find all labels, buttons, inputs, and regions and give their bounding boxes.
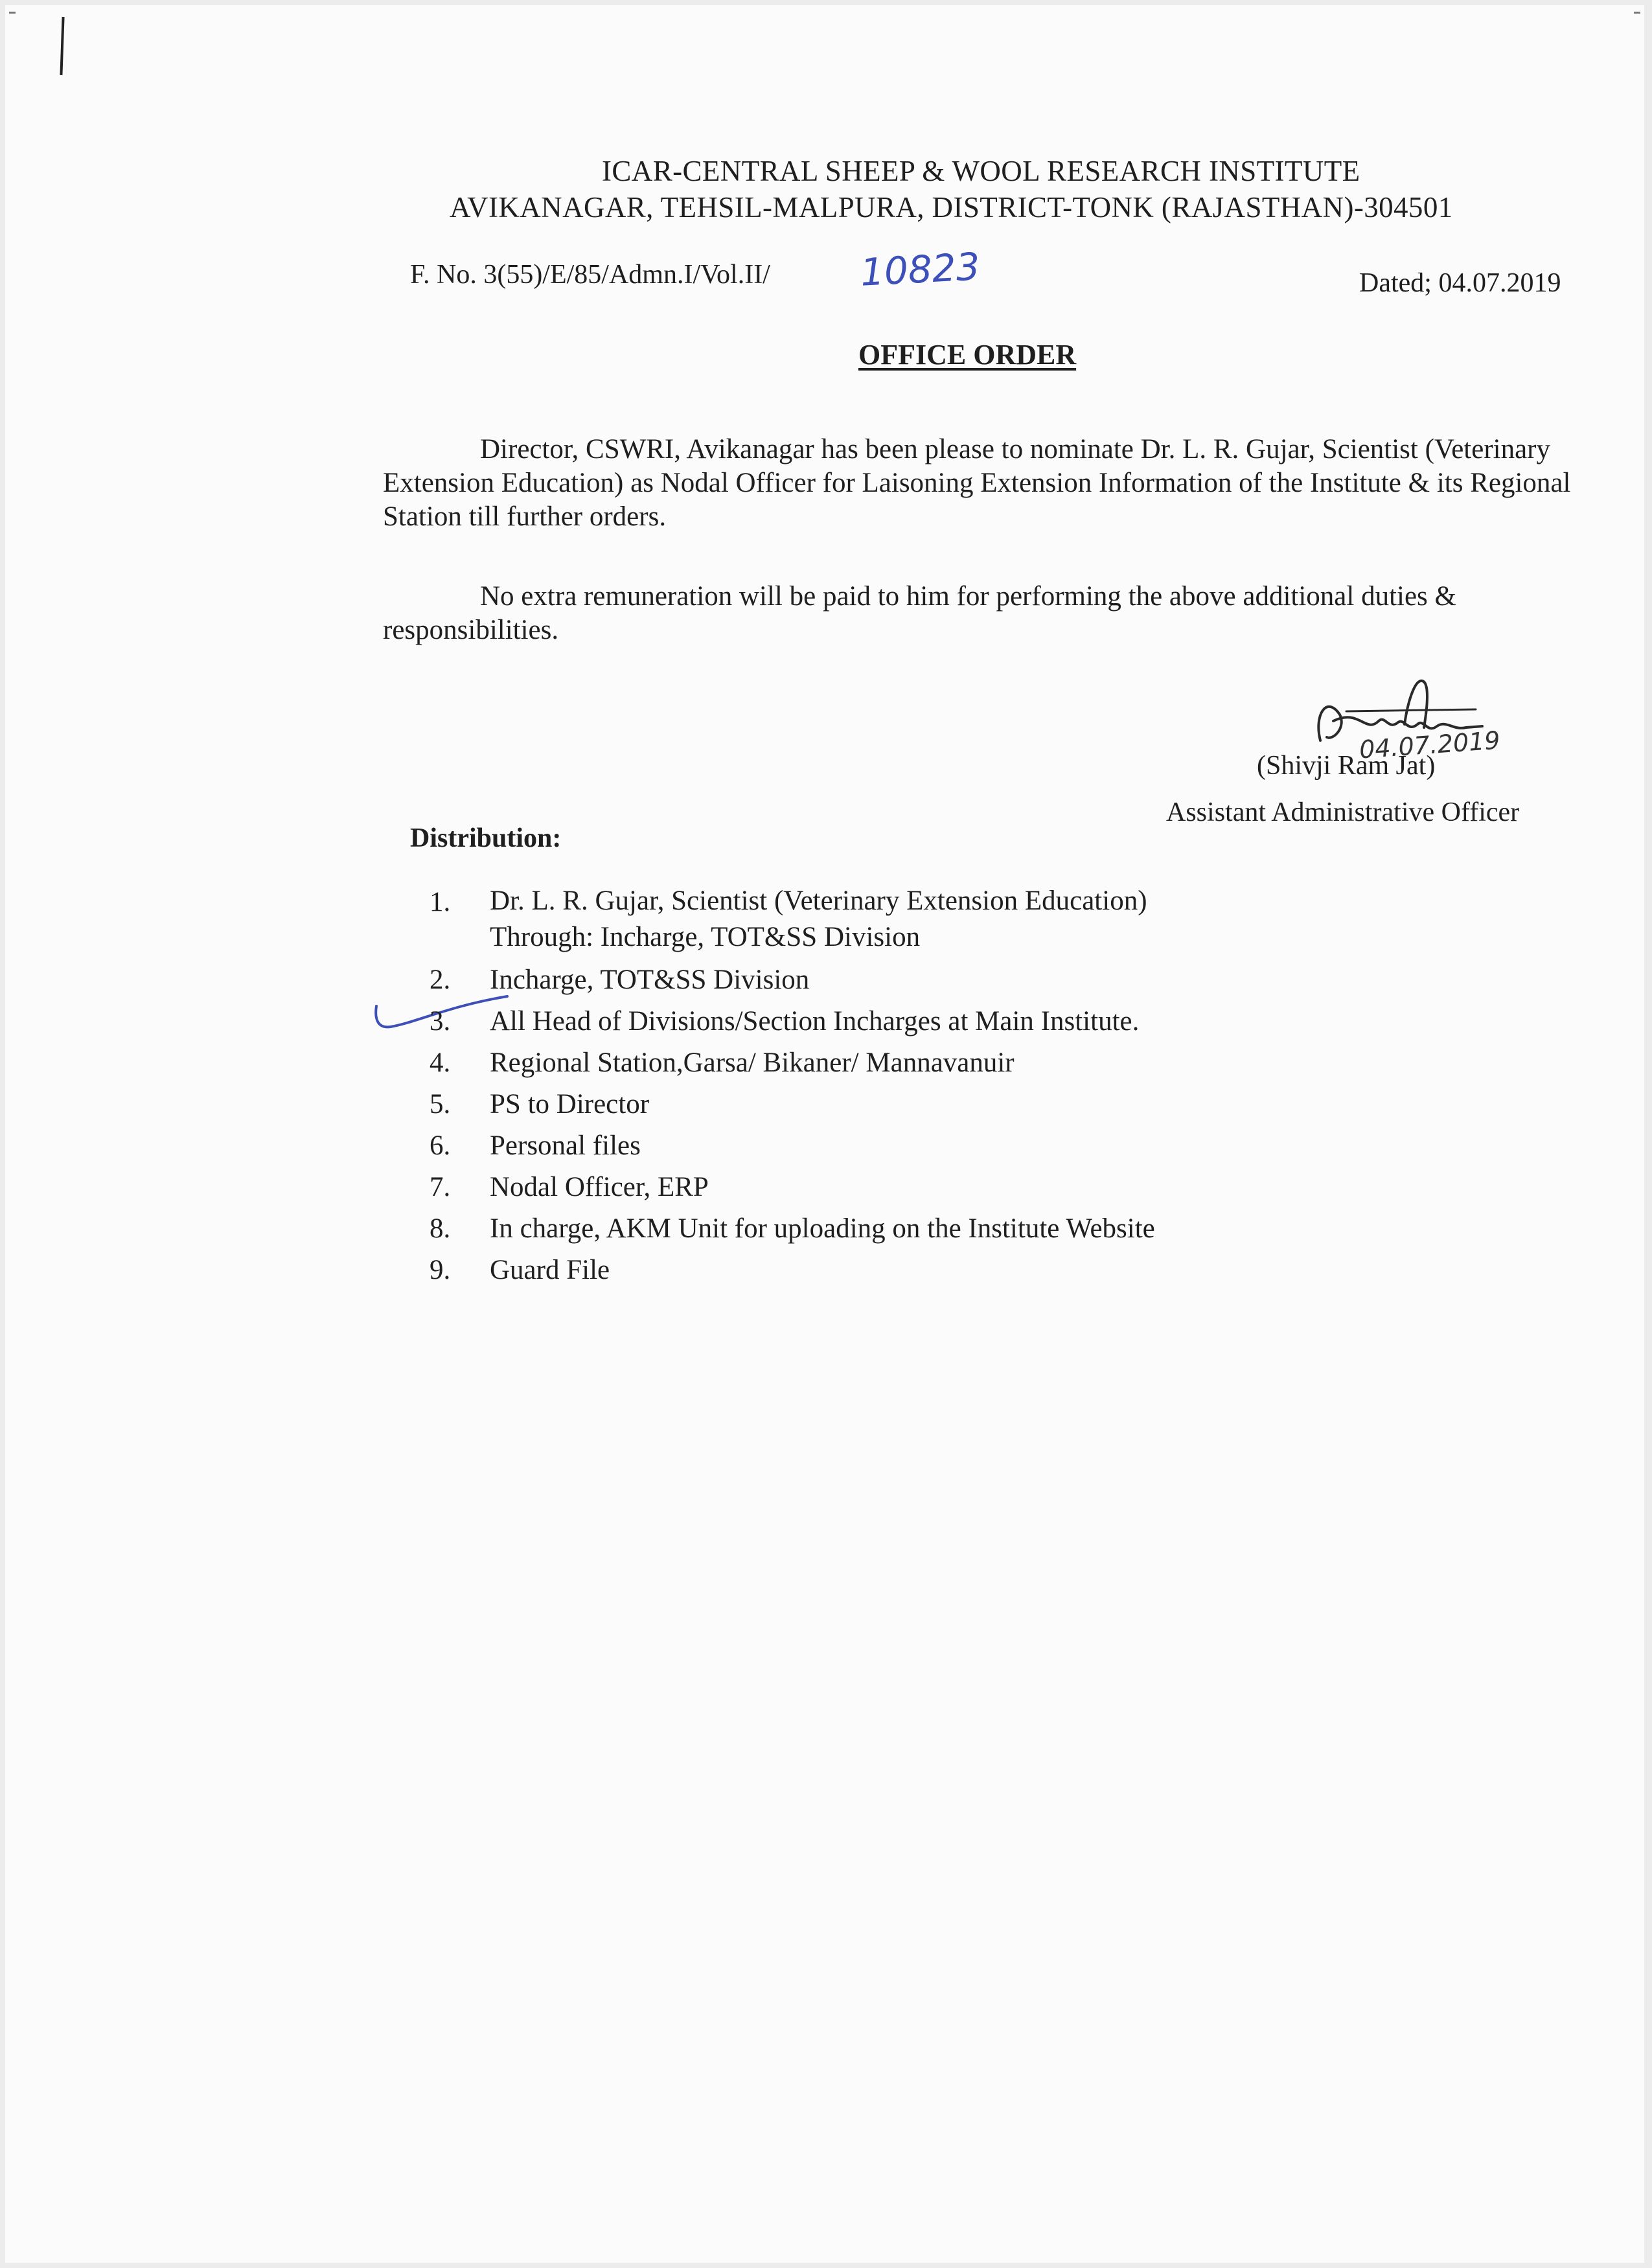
list-item-number: 7. bbox=[430, 1172, 451, 1202]
list-item-text: Nodal Officer, ERP bbox=[490, 1172, 709, 1202]
institute-name: ICAR-CENTRAL SHEEP & WOOL RESEARCH INSTITUTE bbox=[602, 155, 1360, 187]
list-item-text: Guard File bbox=[490, 1255, 610, 1285]
scan-edge-mark bbox=[60, 17, 64, 75]
list-item-number: 4. bbox=[430, 1048, 451, 1078]
order-date: Dated; 04.07.2019 bbox=[1359, 268, 1561, 298]
list-item-line: Through: Incharge, TOT&SS Division bbox=[490, 922, 921, 952]
document-page bbox=[5, 5, 1644, 2263]
scan-corner-mark bbox=[1634, 12, 1640, 14]
list-item-text: Regional Station,Garsa/ Bikaner/ Mannavanuir bbox=[490, 1048, 1015, 1078]
list-item-number: 3. bbox=[430, 1006, 451, 1037]
file-number: F. No. 3(55)/E/85/Admn.I/Vol.II/ bbox=[410, 260, 770, 290]
scan-corner-mark bbox=[9, 12, 16, 14]
institute-address: AVIKANAGAR, TEHSIL-MALPURA, DISTRICT-TONK (RAJASTHAN)-304501 bbox=[450, 191, 1453, 223]
body-paragraph-1-text: Director, CSWRI, Avikanagar has been please to nominate Dr. L. R. Gujar, Scientist (Veterinary Extension Education) as Nodal Officer for Laisoning Extension Information of the Institute & its Regional Station till further orders. bbox=[383, 434, 1571, 532]
list-item-text: Incharge, TOT&SS Division bbox=[490, 965, 810, 995]
list-item-text: In charge, AKM Unit for uploading on the Institute Website bbox=[490, 1213, 1155, 1244]
list-item-text bbox=[490, 883, 1147, 956]
list-item-number: 1. bbox=[430, 887, 451, 917]
signature-date-handwritten: 04.07.2019 bbox=[1358, 726, 1501, 764]
list-item-text: All Head of Divisions/Section Incharges at Main Institute. bbox=[490, 1006, 1140, 1037]
list-item-line: Dr. L. R. Gujar, Scientist (Veterinary Extension Education) bbox=[490, 886, 1147, 916]
body-paragraph-1 bbox=[383, 433, 1581, 534]
body-paragraph-2 bbox=[383, 580, 1581, 647]
file-number-handwritten: 10823 bbox=[859, 244, 981, 295]
list-item-number: 8. bbox=[430, 1213, 451, 1244]
body-paragraph-2-text: No extra remuneration will be paid to him for performing the above additional duties & responsibilities. bbox=[383, 581, 1456, 645]
document-title: OFFICE ORDER bbox=[858, 339, 1077, 371]
distribution-heading: Distribution: bbox=[410, 823, 562, 853]
list-item-number: 9. bbox=[430, 1255, 451, 1285]
list-item-number: 2. bbox=[430, 965, 451, 995]
signer-designation: Assistant Administrative Officer bbox=[1166, 797, 1520, 827]
list-item-text: PS to Director bbox=[490, 1089, 650, 1119]
list-item-number: 5. bbox=[430, 1089, 451, 1119]
signer-name: (Shivji Ram Jat) bbox=[1257, 751, 1436, 781]
list-item-text: Personal files bbox=[490, 1130, 641, 1161]
list-item-number: 6. bbox=[430, 1130, 451, 1161]
